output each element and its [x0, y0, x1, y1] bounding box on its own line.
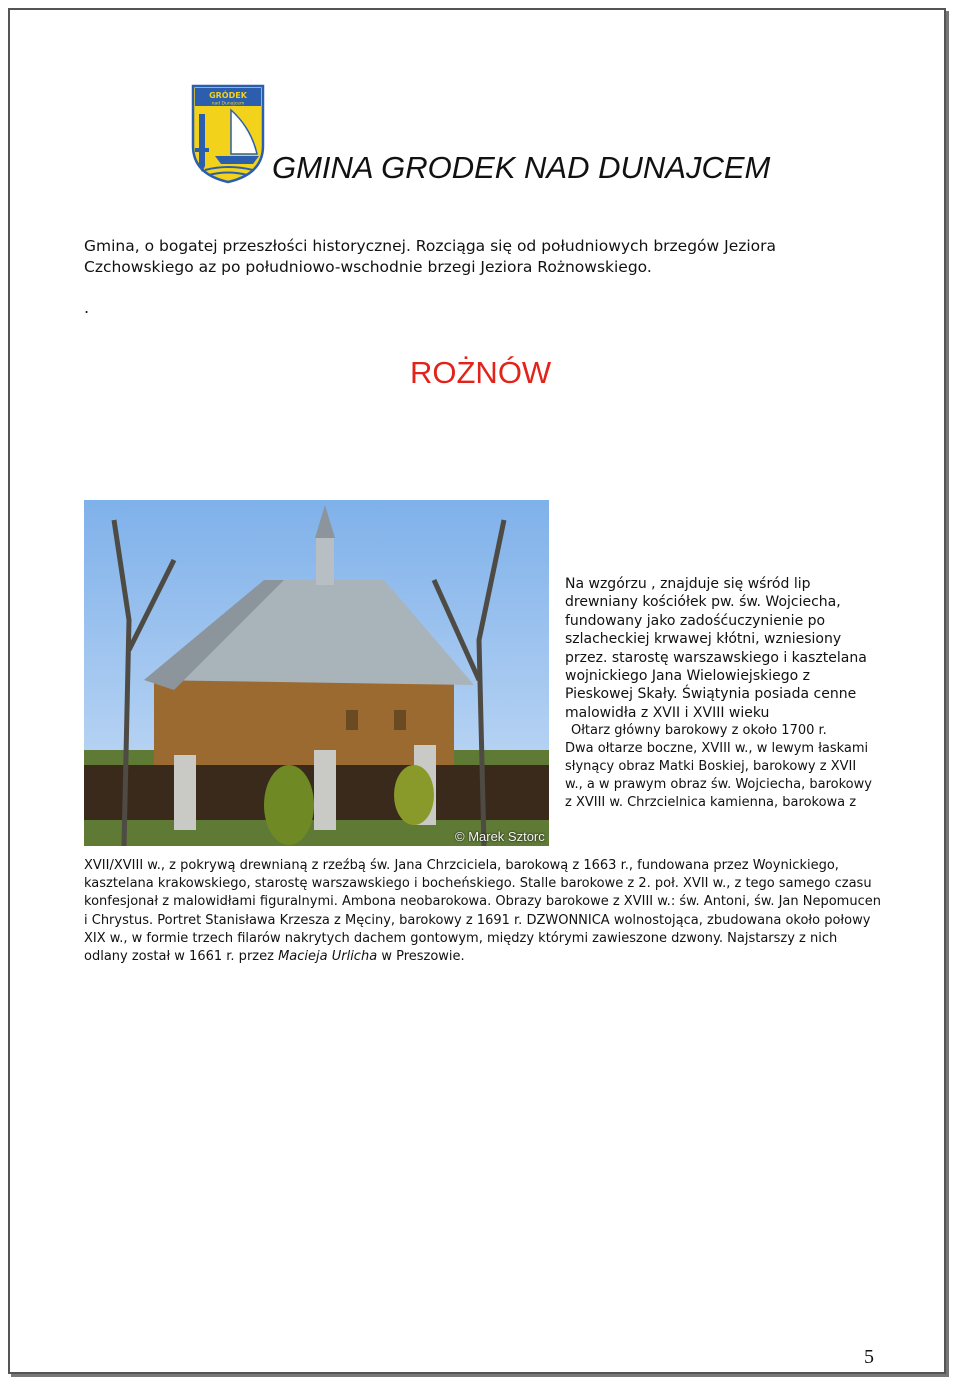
document-title: GMINA GRODEK NAD DUNAJCEM — [272, 150, 771, 185]
separator-dot: . — [84, 298, 90, 317]
photo-credit: © Marek Sztorc — [455, 829, 545, 844]
page-number: 5 — [864, 1346, 874, 1368]
municipality-crest — [191, 84, 265, 184]
body-ending: w Preszowie. — [381, 949, 465, 965]
side-paragraph-1: Na wzgórzu , znajduje się wśród lip drewniany kościółek pw. św. Wojciecha, fundowany jako zadośćuczynienie po szlacheckiej krwawej kłótni, wzniesiony przez. starostę warszawskiego i kasztelana wojnickiego Jana Wielowiejskiego z Pieskowej Skały. Świątynia posiada cenne malowidła z XVII i XVIII wieku — [565, 576, 867, 721]
side-paragraph-2: Ołtarz główny barokowy z około 1700 r. — [571, 723, 827, 739]
intro-paragraph: Gmina, o bogatej przeszłości historycznej. Rozciąga się od południowych brzegów Jeziora Czchowskiego az po południowo-wschodnie brzegi Jeziora Rożnowskiego. — [84, 237, 777, 276]
author-name: Macieja Urlicha — [278, 949, 378, 965]
svg-text:GRÓDEK: GRÓDEK — [209, 91, 247, 100]
section-heading: ROŻNÓW — [410, 355, 552, 390]
church-photo — [84, 500, 549, 846]
side-paragraph-3: Dwa ołtarze boczne, XVIII w., w lewym łaskami słynący obraz Matki Boskiej, barokowy z XVII w., a w prawym obraz św. Wojciecha, barokowy z XVIII w. Chrzcielnica kamienna, barokowa z — [565, 741, 872, 811]
church-description-side — [565, 575, 875, 812]
svg-text:nad Dunajcem: nad Dunajcem — [211, 101, 245, 107]
church-description-body — [84, 857, 884, 966]
body-paragraph: XVII/XVIII w., z pokrywą drewnianą z rzeźbą św. Jana Chrzciciela, barokową z 1663 r., fundowana przez Woynickiego, kasztelana krakowskiego, starostę warszawskiego i bocheńskiego. Stalle barokowe z 2. poł. XVII w., z tego samego czasu konfesjonał z malowidłami figuralnymi. Ambona neobarokowa. Obrazy barokowe z XVIII w.: św. Antoni, św. Jan Nepomucen i Chrystus. Portret Stanisława Krzesza z Męciny, barokowy z 1691 r. DZWONNICA wolnostojąca, zbudowana około połowy XIX w., w formie trzech filarów nakrytych dachem gontowym, między którymi zawieszone dzwony. Najstarszy z nich odlany został w 1661 r. przez — [84, 858, 881, 965]
